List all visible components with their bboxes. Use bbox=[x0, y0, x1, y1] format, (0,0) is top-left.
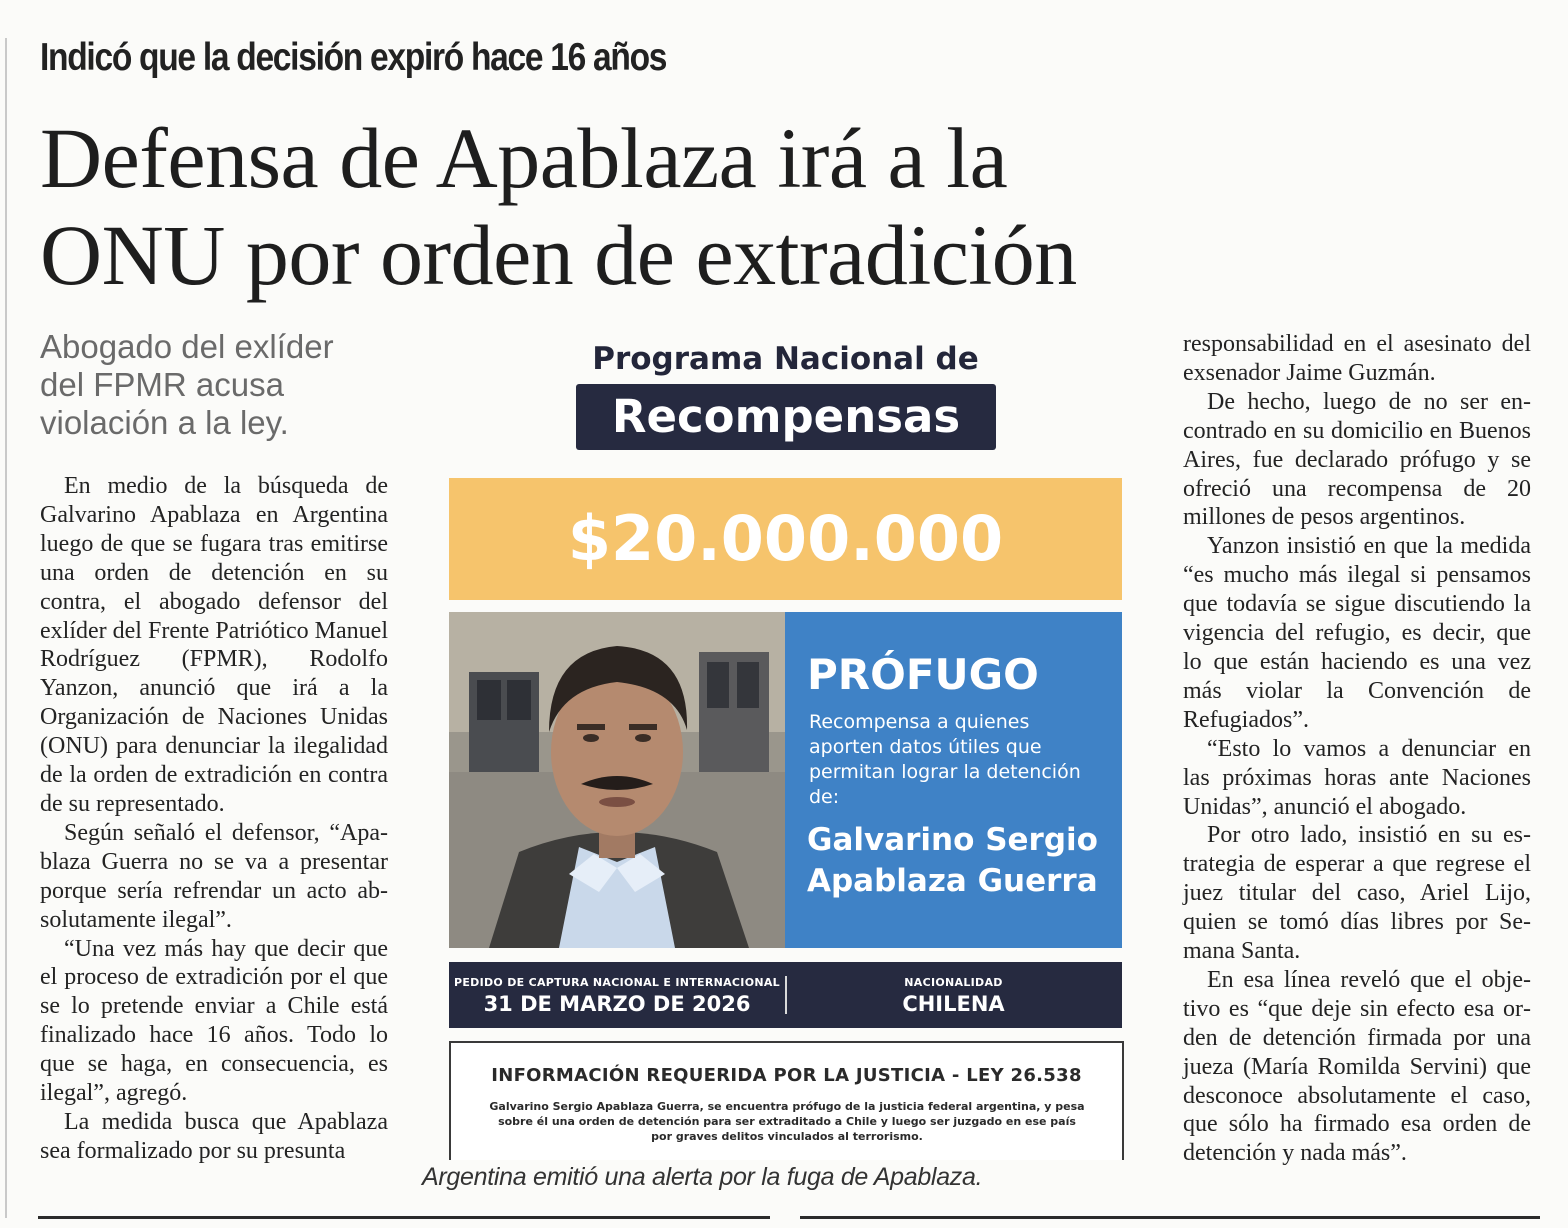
right-paragraph: En esa línea reveló que el objetivo es “que deje sin efecto esa orden de detención firmada por una jueza (María Romilda Servini) que desconoce absolutamente el caso, que sólo ha firmado esa orden de detención y nada más”. bbox=[1183, 966, 1531, 1167]
fugitive-name-line-1: Galvarino Sergio bbox=[807, 822, 1098, 858]
headline-line-1: Defensa de Apablaza irá a la bbox=[40, 110, 1008, 206]
page-edge-rule bbox=[5, 38, 7, 1218]
right-paragraph: “Esto lo vamos a denunciar en las próximas horas ante Naciones Unidas”, anunció el abogado. bbox=[1183, 735, 1531, 820]
fugitive-info-panel bbox=[785, 612, 1122, 948]
bottom-rule-right bbox=[800, 1216, 1540, 1219]
fugitive-portrait-image bbox=[449, 612, 785, 948]
nationality-value: CHILENA bbox=[902, 992, 1005, 1016]
right-paragraph-lead: responsabilidad en el asesinato del exsenador Jaime Guzmán. bbox=[1183, 331, 1531, 386]
reward-poster bbox=[449, 336, 1122, 1160]
capture-order-date: 31 DE MARZO DE 2026 bbox=[483, 992, 751, 1016]
fugitive-name-line-2: Apablaza Guerra bbox=[807, 863, 1098, 899]
nationality-label: NACIONALIDAD bbox=[904, 976, 1003, 989]
capture-order-bar bbox=[449, 962, 1122, 1028]
article-kicker: Indicó que la decisión expiró hace 16 años bbox=[40, 36, 667, 79]
justice-info-title: INFORMACIÓN REQUERIDA POR LA JUSTICIA - LEY 26.538 bbox=[491, 1065, 1082, 1086]
photo-caption: Argentina emitió una alerta por la fuga de Apablaza. bbox=[422, 1163, 983, 1191]
justice-info-text: Galvarino Sergio Apablaza Guerra, se encuentra prófugo de la justicia federal argentina, y pesa sobre él una orden de detención para ser extraditado a Chile y luego ser juzgado en ese país por graves delitos vinculados al terrorismo. bbox=[489, 1100, 1085, 1143]
fugitive-name bbox=[807, 820, 1117, 902]
capture-order-label: PEDIDO DE CAPTURA NACIONAL E INTERNACIONAL bbox=[454, 976, 780, 989]
reward-description: Recompensa a quienes aporten datos útiles que permitan lograr la detención de: bbox=[809, 711, 1081, 808]
article-headline bbox=[40, 110, 1240, 304]
right-paragraph: Por otro lado, insistió en su estrategia de esperar a que regrese el juez titular del caso, Ariel Lijo, quien se tomó días libres por Semana Santa. bbox=[1183, 822, 1531, 965]
headline-line-2: ONU por orden de extradición bbox=[40, 207, 1077, 303]
left-paragraph: “Una vez más hay que decir que el proceso de extradición por el que se lo pretende enviar a Chile está finalizado hace 16 años. Todo lo que se haga, en consecuencia, es ilegal”, agregó. bbox=[40, 935, 388, 1107]
justice-info-box bbox=[449, 1041, 1124, 1160]
program-title: Programa Nacional de bbox=[592, 341, 979, 377]
bottom-rule-left bbox=[38, 1216, 770, 1219]
program-banner: Recompensas bbox=[576, 384, 996, 450]
article-subhead: Abogado del exlíder del FPMR acusa violación a la ley. bbox=[40, 328, 334, 441]
fugitive-photo bbox=[449, 612, 785, 948]
right-paragraph: Yanzon insistió en que la medida “es mucho más ilegal si pensamos que todavía se sigue discutiendo la vigencia del refugio, es decir, que lo que están haciendo es una vez más violar la Convención de Refugiados”. bbox=[1183, 533, 1531, 733]
right-column bbox=[1183, 330, 1531, 1168]
left-paragraph: En medio de la búsqueda de Galvarino Apablaza en Argentina luego de que se fugara tras emitirse una orden de detención en su contra, el abogado defensor del exlíder del Frente Patriótico Manuel Rodríguez (FPMR), Rodolfo Yanzon, anunció que irá a la Organización de Naciones Unidas (ONU) para denunciar la ilegalidad de la orden de extradición en contra de su representado. bbox=[40, 473, 388, 817]
fugitive-status: PRÓFUGO bbox=[807, 650, 1039, 699]
left-paragraph: La medida busca que Apablaza sea formalizado por su presunta bbox=[40, 1108, 388, 1164]
nationality bbox=[785, 962, 1122, 1016]
left-column bbox=[40, 472, 388, 1166]
left-paragraph: Según señaló el defensor, “Apablaza Guerra no se va a presentar porque sería refrendar un acto absolutamente ilegal”. bbox=[40, 819, 388, 933]
capture-order bbox=[449, 962, 785, 1016]
reward-amount: $20.000.000 bbox=[567, 502, 1004, 575]
right-paragraph: De hecho, luego de no ser encontrado en su domicilio en Buenos Aires, fue declarado prófugo y se ofreció una recompensa de 20 millones de pesos argentinos. bbox=[1183, 388, 1531, 531]
reward-amount-box bbox=[449, 478, 1122, 600]
